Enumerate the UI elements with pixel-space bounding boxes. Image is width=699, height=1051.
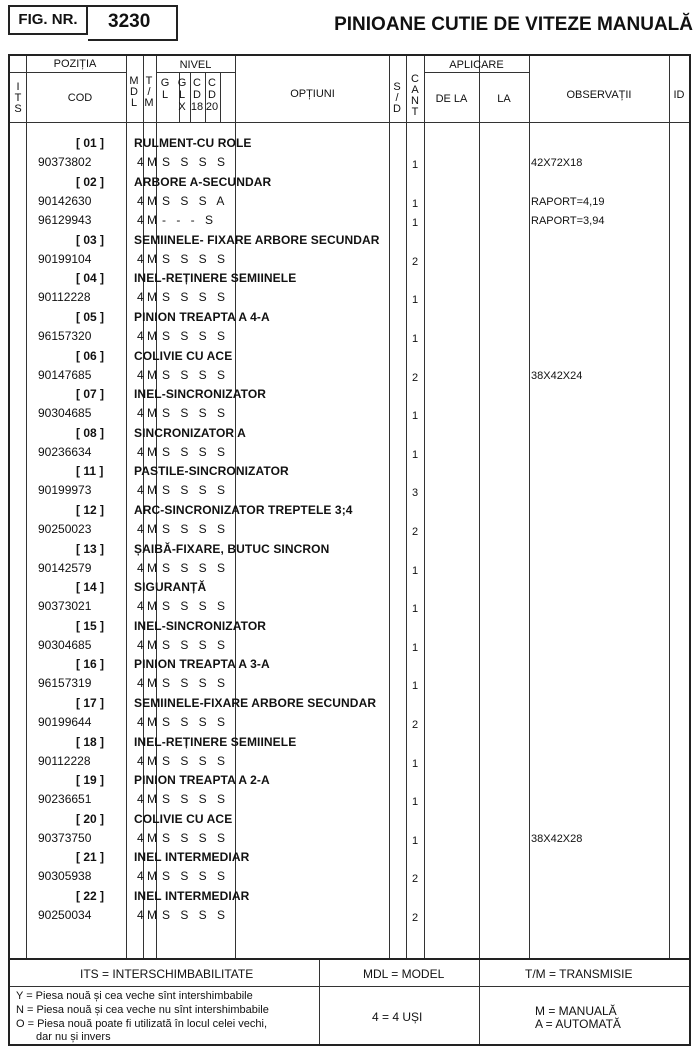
part-quantity: 2: [412, 255, 419, 268]
n-note: N = Piesa nouă și cea veche nu sînt intershimbabile: [16, 1004, 269, 1016]
part-mdl: 4: [137, 753, 144, 768]
part-quantity: 1: [412, 294, 419, 307]
part-tm: M: [147, 251, 157, 266]
column-divider: [424, 56, 425, 958]
header-nivel-col: L: [178, 89, 186, 101]
header-its: T: [14, 92, 22, 104]
part-nivel: S S S S: [162, 406, 229, 421]
part-position: [ 15 ]: [76, 618, 105, 633]
part-nivel: S S S S: [162, 483, 229, 498]
part-quantity: 2: [412, 371, 419, 384]
part-name: PINION TREAPTA A 2-A: [134, 773, 270, 788]
part-nivel: S S S S: [162, 251, 229, 266]
column-divider: [669, 56, 670, 958]
column-divider: [529, 56, 530, 958]
header-nivel-col: C: [193, 77, 201, 89]
m-value: M = MANUALĂ: [535, 1004, 617, 1018]
part-position: [ 01 ]: [76, 136, 105, 150]
part-tm: M: [147, 792, 157, 807]
part-code: 90373021: [38, 599, 92, 614]
part-position: [ 06 ]: [76, 348, 105, 363]
legend-footer: [8, 960, 691, 1046]
part-mdl: 4: [137, 522, 144, 536]
part-nivel: S S S A: [162, 193, 228, 208]
part-mdl: 4: [137, 676, 144, 691]
part-tm: M: [147, 329, 157, 343]
part-quantity: 1: [412, 680, 419, 693]
column-divider: [126, 56, 127, 958]
part-code: 96157319: [38, 676, 92, 691]
part-quantity: 2: [412, 873, 419, 886]
part-code: 90112228: [38, 753, 91, 768]
header-tm: M: [144, 97, 154, 109]
part-tm: M: [147, 715, 157, 729]
part-tm: M: [147, 367, 157, 382]
part-name: PINION TREAPTA A 3-A: [134, 657, 270, 672]
part-tm: M: [147, 637, 157, 652]
part-position: [ 12 ]: [76, 503, 105, 517]
part-observation: 42X72X18: [531, 157, 583, 169]
part-quantity: 1: [412, 834, 419, 847]
part-mdl: 4: [137, 599, 144, 614]
part-position: [ 08 ]: [76, 425, 105, 440]
part-observation: 38X42X28: [531, 832, 583, 845]
header-cant: N: [411, 95, 419, 107]
header-nivel-col: G: [160, 77, 170, 89]
part-position: [ 03 ]: [76, 232, 105, 247]
part-quantity: 1: [412, 333, 419, 345]
part-observation: 38X42X24: [531, 369, 583, 382]
part-name: RULMENT-CU ROLE: [134, 136, 252, 150]
part-quantity: 1: [412, 410, 419, 423]
header-cant: C: [411, 73, 419, 85]
header-tm: /: [147, 86, 151, 98]
part-nivel: - - - S: [162, 213, 217, 228]
part-position: [ 05 ]: [76, 310, 105, 324]
o-note-2: dar nu și invers: [36, 1031, 111, 1043]
fig-label: FIG. NR.: [8, 5, 88, 35]
part-mdl: 4: [137, 792, 144, 807]
part-position: [ 18 ]: [76, 734, 105, 749]
header-sd: /: [395, 92, 399, 104]
header-nivel-col: G: [177, 77, 187, 89]
part-code: 90304685: [38, 406, 92, 421]
part-code: 90373750: [38, 830, 92, 845]
header-observatii: OBSERVAȚII: [566, 89, 632, 101]
header-pozitia: POZIȚIA: [53, 58, 97, 70]
part-tm: M: [147, 290, 157, 305]
header-mdl: L: [130, 97, 138, 109]
part-mdl: 4: [137, 869, 144, 884]
part-nivel: S S S S: [162, 637, 229, 652]
part-tm: M: [147, 483, 157, 498]
o-note: O = Piesa nouă poate fi utilizată în locul celei vechi,: [16, 1018, 268, 1030]
part-nivel: S S S S: [162, 830, 229, 845]
part-quantity: 2: [412, 526, 419, 538]
part-code: 90373802: [38, 155, 92, 169]
part-code: 90250023: [38, 522, 92, 536]
part-tm: M: [147, 193, 157, 208]
part-quantity: 1: [412, 564, 419, 577]
part-name: PINION TREAPTA A 4-A: [134, 310, 270, 324]
part-nivel: S S S S: [162, 290, 229, 305]
header-mdl: M: [129, 75, 139, 87]
column-divider: [389, 56, 390, 958]
part-tm: M: [147, 560, 157, 575]
part-tm: M: [147, 444, 157, 459]
part-position: [ 20 ]: [76, 811, 105, 826]
part-mdl: 4: [137, 483, 144, 498]
part-nivel: S S S S: [162, 753, 229, 768]
header-its: I: [16, 81, 20, 93]
part-mdl: 4: [137, 637, 144, 652]
part-code: 96129943: [38, 213, 92, 228]
header-rule: [10, 72, 126, 73]
part-name: SEMIINELE-FIXARE ARBORE SECUNDAR: [134, 696, 377, 710]
part-name: SINCRONIZATOR A: [134, 425, 246, 440]
part-nivel: S S S S: [162, 522, 229, 536]
header-cod: COD: [67, 92, 93, 104]
part-mdl: 4: [137, 908, 144, 922]
part-quantity: 1: [412, 641, 419, 654]
part-nivel: S S S S: [162, 869, 229, 884]
part-code: 90236651: [38, 792, 92, 807]
part-nivel: S S S S: [162, 155, 229, 169]
part-position: [ 02 ]: [76, 174, 105, 189]
header-cant: T: [411, 106, 419, 118]
part-nivel: S S S S: [162, 715, 229, 729]
column-divider: [26, 56, 27, 958]
a-value: A = AUTOMATĂ: [535, 1017, 621, 1031]
part-tm: M: [147, 599, 157, 614]
part-mdl: 4: [137, 560, 144, 575]
part-quantity: 1: [412, 603, 419, 616]
part-mdl: 4: [137, 213, 144, 228]
part-name: INEL-REȚINERE SEMIINELE: [134, 271, 297, 286]
part-name: SEMIINELE- FIXARE ARBORE SECUNDAR: [134, 232, 380, 247]
part-name: PASTILE-SINCRONIZATOR: [134, 464, 289, 479]
part-tm: M: [147, 155, 157, 169]
header-its: S: [14, 103, 22, 115]
part-position: [ 07 ]: [76, 387, 105, 402]
header-nivel-col: C: [208, 77, 216, 89]
part-code: 90199644: [38, 715, 92, 729]
part-tm: M: [147, 406, 157, 421]
part-tm: M: [147, 753, 157, 768]
part-quantity: 1: [412, 757, 419, 770]
part-nivel: S S S S: [162, 792, 229, 807]
part-position: [ 21 ]: [76, 850, 105, 865]
header-id: ID: [673, 89, 685, 101]
part-name: ȘAIBĂ-FIXARE, BUTUC SINCRON: [134, 541, 330, 556]
part-nivel: S S S S: [162, 367, 229, 382]
header-nivel: NIVEL: [179, 59, 212, 71]
part-code: 90304685: [38, 637, 92, 652]
part-nivel: S S S S: [162, 560, 229, 575]
part-name: INEL-SINCRONIZATOR: [134, 387, 267, 402]
part-mdl: 4: [137, 251, 144, 266]
part-position: [ 13 ]: [76, 541, 105, 556]
part-quantity: 1: [412, 217, 419, 230]
part-nivel: S S S S: [162, 444, 229, 459]
header-de-la: DE LA: [435, 93, 468, 105]
part-nivel: S S S S: [162, 599, 229, 614]
header-sd: S: [393, 81, 401, 93]
page-title: PINIOANE CUTIE DE VITEZE MANUALĂ: [334, 14, 693, 35]
part-mdl: 4: [137, 444, 144, 459]
part-name: ARC-SINCRONIZATOR TREPTELE 3;4: [134, 503, 353, 517]
header-cant: A: [411, 84, 419, 96]
part-observation: RAPORT=4,19: [531, 195, 605, 208]
part-tm: M: [147, 830, 157, 845]
header-la: LA: [497, 93, 511, 105]
column-divider: [479, 56, 480, 958]
part-quantity: 2: [412, 912, 419, 924]
part-position: [ 11 ]: [76, 464, 104, 479]
part-code: 90305938: [38, 869, 92, 884]
part-position: [ 14 ]: [76, 580, 105, 595]
part-code: 90142630: [38, 193, 92, 208]
header-mdl: D: [130, 86, 138, 98]
part-quantity: 1: [412, 448, 419, 461]
part-tm: M: [147, 213, 157, 228]
part-position: [ 16 ]: [76, 657, 105, 672]
part-mdl: 4: [137, 406, 144, 421]
part-tm: M: [147, 869, 157, 884]
part-position: [ 17 ]: [76, 696, 105, 710]
part-code: 96157320: [38, 329, 92, 343]
column-divider: [406, 56, 407, 958]
header-nivel-col: 18: [190, 101, 204, 113]
header-rule: [156, 72, 235, 73]
part-code: 90199104: [38, 251, 92, 266]
part-quantity: 3: [412, 487, 419, 500]
fig-number: 3230: [88, 5, 178, 41]
header-tm: T: [145, 75, 153, 87]
header-nivel-col: D: [193, 89, 201, 101]
part-nivel: S S S S: [162, 908, 229, 922]
part-code: 90236634: [38, 444, 92, 459]
its-legend: ITS = INTERSCHIMBABILITATE: [80, 967, 254, 981]
parts-table: [8, 54, 691, 960]
part-mdl: 4: [137, 830, 144, 845]
part-observation: RAPORT=3,94: [531, 215, 605, 228]
part-mdl: 4: [137, 715, 144, 729]
part-code: 90199973: [38, 483, 92, 498]
part-name: SIGURANȚĂ: [134, 580, 207, 595]
part-nivel: S S S S: [162, 329, 229, 343]
part-tm: M: [147, 676, 157, 691]
part-tm: M: [147, 522, 157, 536]
part-code: 90250034: [38, 908, 92, 922]
header-rule: [10, 122, 689, 123]
column-divider: [220, 72, 221, 122]
header-sd: D: [393, 103, 401, 115]
header-nivel-col: X: [178, 101, 186, 113]
y-note: Y = Piesa nouă și cea veche sînt intershimbabile: [16, 990, 253, 1002]
part-name: ARBORE A-SECUNDAR: [134, 174, 272, 189]
part-mdl: 4: [137, 290, 144, 305]
header-aplicare: APLICARE: [449, 59, 504, 71]
part-quantity: 1: [412, 796, 419, 809]
part-name: INEL-SINCRONIZATOR: [134, 618, 267, 633]
header-nivel-col: L: [161, 89, 169, 101]
part-code: 90112228: [38, 290, 91, 305]
part-name: INEL INTERMEDIAR: [134, 889, 250, 903]
header-rule: [424, 72, 529, 73]
part-mdl: 4: [137, 329, 144, 343]
part-mdl: 4: [137, 367, 144, 382]
part-name: COLIVIE CU ACE: [134, 348, 233, 363]
part-mdl: 4: [137, 193, 144, 208]
part-name: INEL-REȚINERE SEMIINELE: [134, 734, 297, 749]
part-code: 90147685: [38, 367, 92, 382]
part-code: 90142579: [38, 560, 92, 575]
part-position: [ 22 ]: [76, 889, 105, 903]
part-position: [ 04 ]: [76, 271, 105, 286]
part-mdl: 4: [137, 155, 144, 169]
mdl-legend: MDL = MODEL: [363, 967, 445, 981]
header-optiuni: OPȚIUNI: [290, 88, 335, 100]
part-quantity: 1: [412, 197, 419, 210]
part-name: INEL INTERMEDIAR: [134, 850, 250, 865]
tm-legend: T/M = TRANSMISIE: [525, 967, 633, 981]
header-nivel-col: 20: [205, 101, 219, 113]
part-position: [ 19 ]: [76, 773, 105, 788]
header-nivel-col: D: [208, 89, 216, 101]
part-quantity: 1: [412, 159, 419, 171]
part-name: COLIVIE CU ACE: [134, 811, 233, 826]
part-tm: M: [147, 908, 157, 922]
part-quantity: 2: [412, 719, 419, 731]
mdl-value: 4 = 4 UȘI: [372, 1010, 423, 1024]
part-nivel: S S S S: [162, 676, 229, 691]
